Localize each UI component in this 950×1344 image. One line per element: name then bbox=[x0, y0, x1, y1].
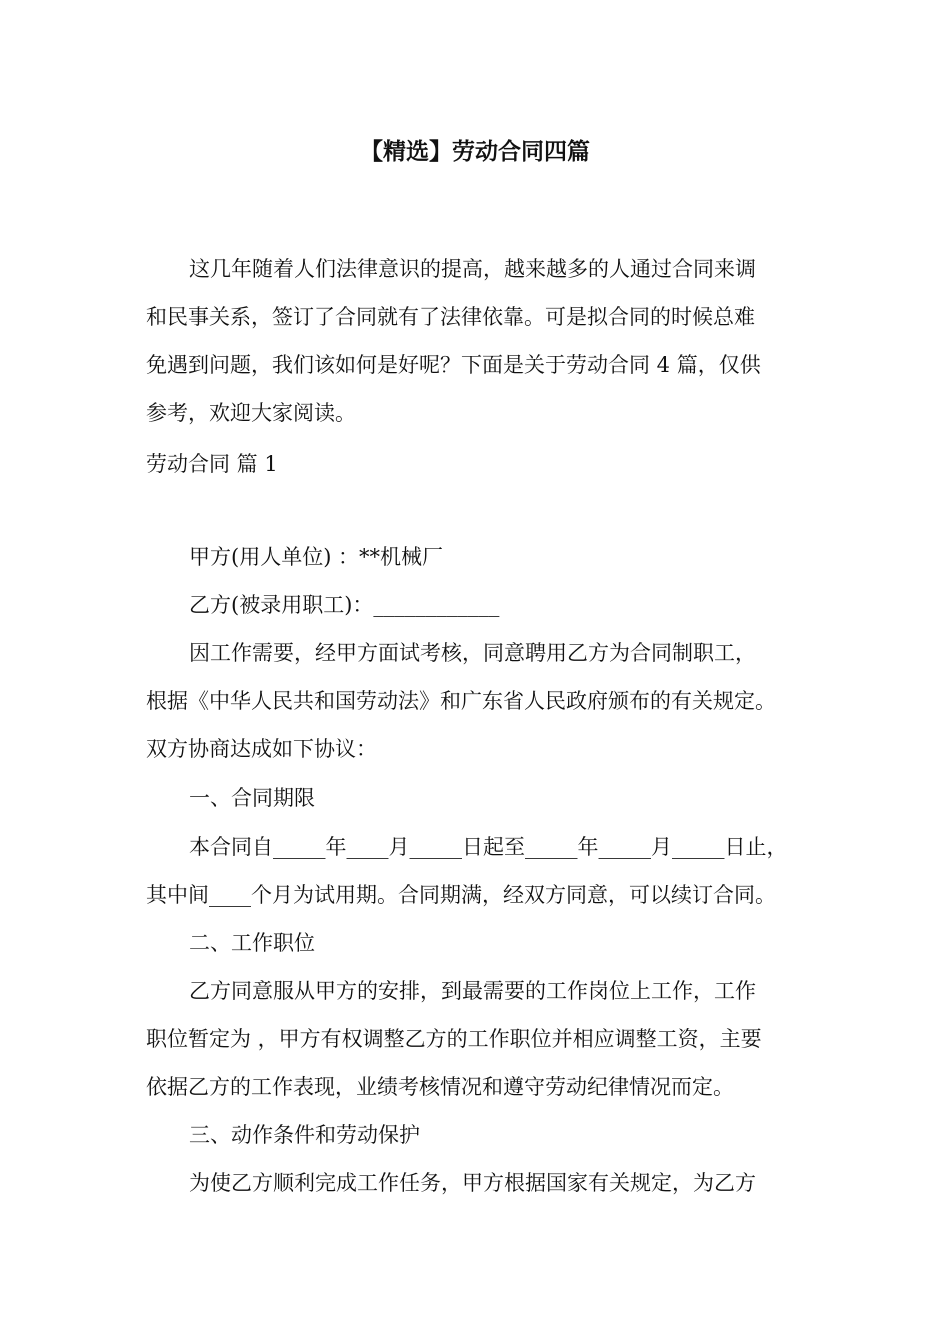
intro-line-2: 和民事关系，签订了合同就有了法律依靠。可是拟合同的时候总难 bbox=[146, 305, 755, 329]
clause-heading-term: 一、合同期限 bbox=[189, 786, 315, 810]
paragraph-line: 乙方同意服从甲方的安排，到最需要的工作岗位上工作，工作 bbox=[189, 979, 756, 1003]
intro-line-1: 这几年随着人们法律意识的提高，越来越多的人通过合同来调 bbox=[189, 257, 756, 281]
section-heading-contract-1: 劳动合同 篇 1 bbox=[146, 452, 278, 476]
paragraph-line: 本合同自_____年____月_____日起至_____年_____月_____日止， bbox=[189, 835, 788, 859]
document-title: 【精选】劳动合同四篇 bbox=[360, 139, 590, 165]
paragraph-line: 依据乙方的工作表现，业绩考核情况和遵守劳动纪律情况而定。 bbox=[146, 1075, 734, 1099]
paragraph-line: 根据《中华人民共和国劳动法》和广东省人民政府颁布的有关规定。 bbox=[146, 689, 776, 713]
intro-line-3: 免遇到问题，我们该如何是好呢？下面是关于劳动合同 4 篇，仅供 bbox=[146, 353, 761, 377]
paragraph-line: 双方协商达成如下协议： bbox=[146, 737, 377, 761]
party-b-line: 乙方(被录用职工)：____________ bbox=[189, 593, 500, 617]
paragraph-line: 其中间____个月为试用期。合同期满，经双方同意，可以续订合同。 bbox=[146, 883, 776, 907]
paragraph-line: 职位暂定为 ，甲方有权调整乙方的工作职位并相应调整工资，主要 bbox=[146, 1027, 762, 1051]
intro-line-4: 参考，欢迎大家阅读。 bbox=[146, 401, 356, 425]
paragraph-line: 为使乙方顺利完成工作任务，甲方根据国家有关规定，为乙方 bbox=[189, 1171, 756, 1195]
clause-heading-conditions: 三、动作条件和劳动保护 bbox=[189, 1123, 420, 1147]
party-a-line: 甲方(用人单位) ：**机械厂 bbox=[189, 545, 444, 569]
clause-heading-position: 二、工作职位 bbox=[189, 931, 315, 955]
paragraph-line: 因工作需要，经甲方面试考核，同意聘用乙方为合同制职工， bbox=[189, 641, 756, 665]
